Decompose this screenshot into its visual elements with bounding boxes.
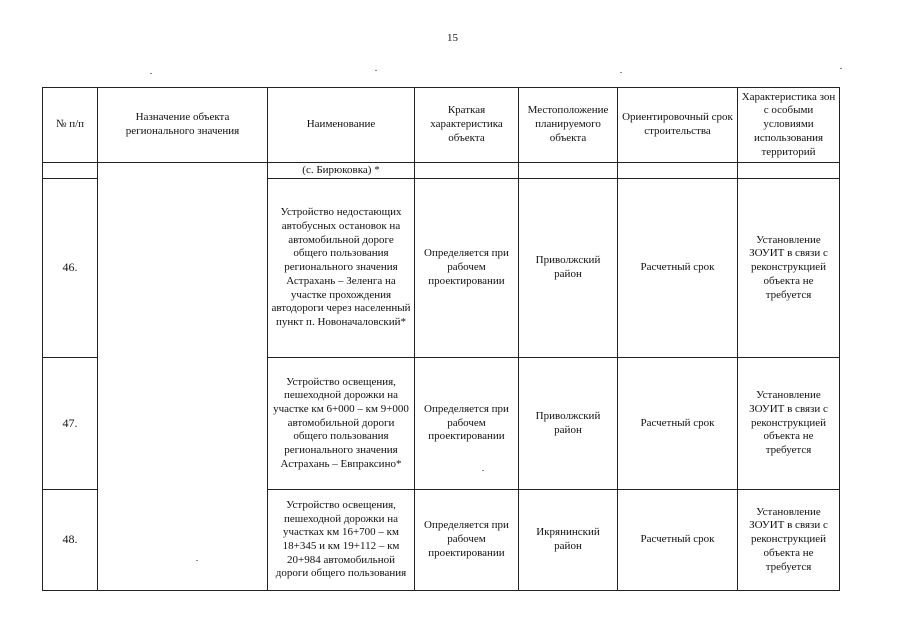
continuation-deadline bbox=[618, 163, 738, 179]
continuation-location bbox=[519, 163, 618, 179]
header-name: Наименование bbox=[268, 88, 415, 163]
scan-speck bbox=[482, 470, 484, 471]
object-zones: Установление ЗОУИТ в связи с реконструкцией объекта не требуется bbox=[738, 179, 840, 358]
continuation-row bbox=[43, 163, 840, 179]
scan-speck bbox=[620, 72, 622, 73]
object-characteristics: Определяется при рабочем проектировании bbox=[415, 179, 519, 358]
scan-speck bbox=[196, 560, 198, 561]
header-num: № п/п bbox=[43, 88, 98, 163]
object-name: Устройство недостающих автобусных остановок на автомобильной дороге общего пользования регионального значения Астрахань – Зеленга на участке прохождения автодороги через населенный пункт п. Новоначаловский* bbox=[268, 179, 415, 358]
object-characteristics: Определяется при рабочем проектировании bbox=[415, 358, 519, 490]
object-deadline: Расчетный срок bbox=[618, 490, 738, 591]
objects-table bbox=[42, 87, 840, 591]
header-deadline: Ориентировочный срок строительства bbox=[618, 88, 738, 163]
scan-speck bbox=[840, 68, 842, 69]
continuation-zones bbox=[738, 163, 840, 179]
scan-speck bbox=[150, 73, 152, 74]
row-number: 47. bbox=[43, 358, 98, 490]
row-number: 46. bbox=[43, 179, 98, 358]
table-header-row bbox=[43, 88, 840, 163]
header-location: Местоположение планируемого объекта bbox=[519, 88, 618, 163]
continuation-characteristics bbox=[415, 163, 519, 179]
object-deadline: Расчетный срок bbox=[618, 179, 738, 358]
header-purpose: Назначение объекта регионального значения bbox=[98, 88, 268, 163]
header-zones: Характеристика зон с особыми условиями использования территорий bbox=[738, 88, 840, 163]
object-zones: Установление ЗОУИТ в связи с реконструкцией объекта не требуется bbox=[738, 490, 840, 591]
row-number: 48. bbox=[43, 490, 98, 591]
scan-speck bbox=[375, 70, 377, 71]
object-characteristics: Определяется при рабочем проектировании bbox=[415, 490, 519, 591]
header-characteristics: Краткая характеристика объекта bbox=[415, 88, 519, 163]
object-location: Приволжский район bbox=[519, 358, 618, 490]
object-location: Икрянинский район bbox=[519, 490, 618, 591]
object-name: Устройство освещения, пешеходной дорожки на участке км 6+000 – км 9+000 автомобильной дороги общего пользования регионального значения Астрахань – Евпраксино* bbox=[268, 358, 415, 490]
object-name: Устройство освещения, пешеходной дорожки на участках км 16+700 – км 18+345 и км 19+112 – км 20+984 автомобильной дороги общего пользования bbox=[268, 490, 415, 591]
object-location: Приволжский район bbox=[519, 179, 618, 358]
continuation-name: (с. Бирюковка) * bbox=[268, 163, 415, 179]
object-deadline: Расчетный срок bbox=[618, 358, 738, 490]
page-number: 15 bbox=[447, 32, 458, 44]
continuation-num bbox=[43, 163, 98, 179]
object-zones: Установление ЗОУИТ в связи с реконструкцией объекта не требуется bbox=[738, 358, 840, 490]
purpose-cell-merged bbox=[98, 163, 268, 591]
